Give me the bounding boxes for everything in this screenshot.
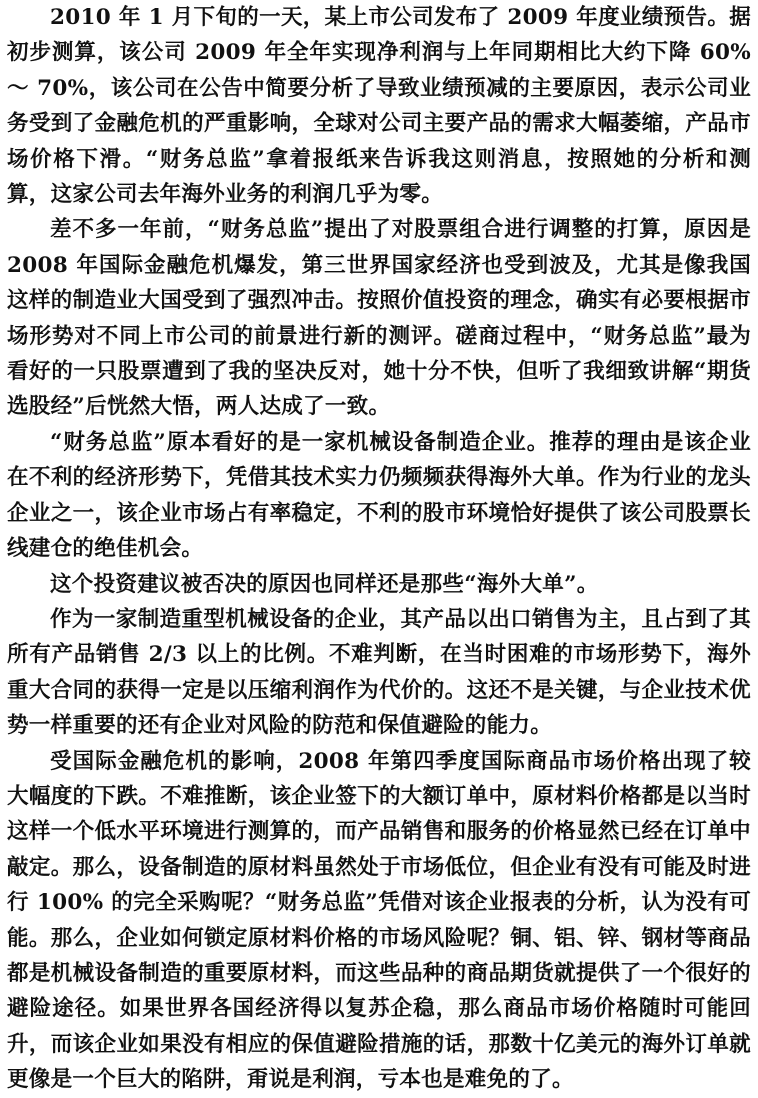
- paragraph-4: 这个投资建议被否决的原因也同样还是那些“海外大单”。: [50, 571, 599, 597]
- paragraph-2: 差不多一年前，“财务总监”提出了对股票组合进行调整的打算，原因是 2008 年国际金融危机爆发，第三世界国家经济也受到波及，尤其是像我国这样的制造业大国受到了强烈冲击。按照价值投资的理念，确实有必要根据市场形势对不同上市公司的前景进行新的测评。磋商过程中，“财务总监”最为看好的一只股票遭到了我的坚决反对，她十分不快，但听了我细致讲解“期货选股经”后恍然大悟，两人达成了一致。: [7, 217, 751, 420]
- paragraph-1: 2010 年 1 月下旬的一天，某上市公司发布了 2009 年度业绩预告。据初步测算，该公司 2009 年全年实现净利润与上年同期相比大约下降 60% ～ 70%，该公司在公告中简要分析了导致业绩预减的主要原因，表示公司业务受到了金融危机的严重影响，全球对公司主要产品的需求大幅萎缩，产品市场价格下滑。“财务总监”拿着报纸来告诉我这则消息，按照她的分析和测算，这家公司去年海外业务的利润几乎为零。: [7, 5, 751, 208]
- paragraph-5: 作为一家制造重型机械设备的企业，其产品以出口销售为主，且占到了其所有产品销售 2/3 以上的比例。不难判断，在当时困难的市场形势下，海外重大合同的获得一定是以压缩利润作为代价的。这还不是关键，与企业技术优势一样重要的还有企业对风险的防范和保值避险的能力。: [7, 606, 751, 739]
- paragraph-6: 受国际金融危机的影响，2008 年第四季度国际商品市场价格出现了较大幅度的下跌。不难推断，该企业签下的大额订单中，原材料价格都是以当时这样一个低水平环境进行测算的，而产品销售和服务的价格显然已经在订单中敲定。那么，设备制造的原材料虽然处于市场低位，但企业有没有可能及时进行 100% 的完全采购呢？“财务总监”凭借对该企业报表的分析，认为没有可能。那么，企业如何锁定原材料价格的市场风险呢？铜、铝、锌、钢材等商品都是机械设备制造的重要原材料，而这些品种的商品期货就提供了一个很好的避险途径。如果世界各国经济得以复苏企稳，那么商品市场价格随时可能回升，而该企业如果没有相应的保值避险措施的话，那数十亿美元的海外订单就更像是一个巨大的陷阱，甭说是利润，亏本也是难免的了。: [7, 748, 751, 1093]
- paragraph-3: “财务总监”原本看好的是一家机械设备制造企业。推荐的理由是该企业在不利的经济形势下，凭借其技术实力仍频频获得海外大单。作为行业的龙头企业之一，该企业市场占有率稳定，不利的股市环境恰好提供了该公司股票长线建仓的绝佳机会。: [7, 429, 751, 562]
- document-page: [7, 0, 751, 1098]
